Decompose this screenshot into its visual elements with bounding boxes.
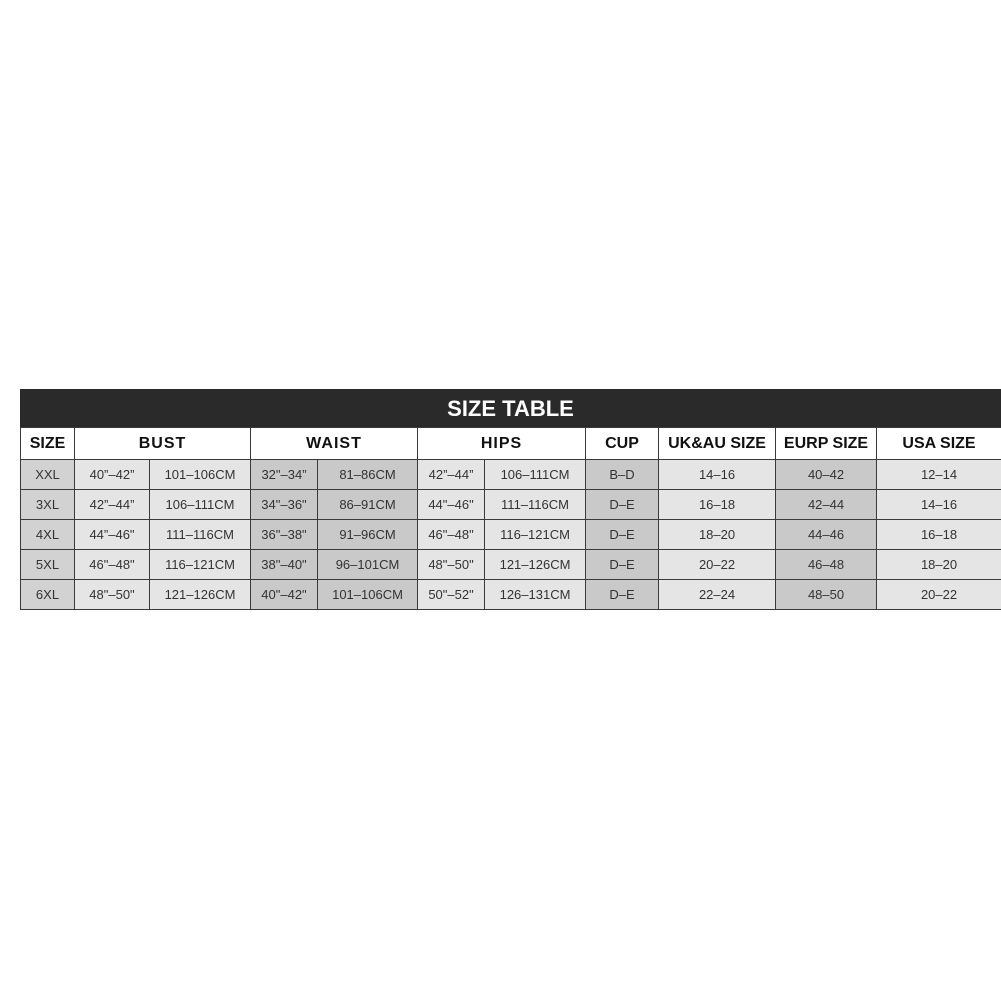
header-row (21, 428, 1001, 460)
header-usa-size: USA SIZE (877, 428, 1001, 460)
cell-waist-cm: 101–106CM (318, 580, 418, 610)
cell-eurp-size: 44–46 (776, 520, 877, 550)
size-chart-table (20, 427, 1001, 610)
cell-bust-cm: 106–111CM (150, 490, 251, 520)
header-size: SIZE (21, 428, 75, 460)
cell-size: 5XL (21, 550, 75, 580)
cell-waist-cm: 81–86CM (318, 460, 418, 490)
cell-size: 4XL (21, 520, 75, 550)
cell-hips-inches: 50"–52" (418, 580, 485, 610)
cell-bust-cm: 116–121CM (150, 550, 251, 580)
cell-hips-inches: 46"–48" (418, 520, 485, 550)
cell-ukau-size: 14–16 (659, 460, 776, 490)
table-row (21, 520, 1001, 550)
cell-waist-inches: 36"–38" (251, 520, 318, 550)
table-title: SIZE TABLE (447, 396, 574, 421)
cell-hips-inches: 44"–46" (418, 490, 485, 520)
header-hips: HIPS (418, 428, 586, 460)
cell-eurp-size: 40–42 (776, 460, 877, 490)
cell-cup: D–E (586, 550, 659, 580)
cell-waist-cm: 96–101CM (318, 550, 418, 580)
cell-size: 6XL (21, 580, 75, 610)
cell-usa-size: 12–14 (877, 460, 1001, 490)
cell-bust-cm: 111–116CM (150, 520, 251, 550)
table-row (21, 550, 1001, 580)
table-row (21, 460, 1001, 490)
cell-usa-size: 14–16 (877, 490, 1001, 520)
table-row (21, 490, 1001, 520)
size-table (20, 389, 1001, 610)
header-bust: BUST (75, 428, 251, 460)
cell-usa-size: 18–20 (877, 550, 1001, 580)
table-body (21, 460, 1001, 610)
cell-ukau-size: 18–20 (659, 520, 776, 550)
header-cup: CUP (586, 428, 659, 460)
cell-size: XXL (21, 460, 75, 490)
cell-eurp-size: 42–44 (776, 490, 877, 520)
cell-waist-cm: 91–96CM (318, 520, 418, 550)
cell-waist-inches: 32"–34” (251, 460, 318, 490)
cell-bust-inches: 42”–44” (75, 490, 150, 520)
header-eurp-size: EURP SIZE (776, 428, 877, 460)
cell-hips-cm: 116–121CM (485, 520, 586, 550)
cell-waist-inches: 40"–42" (251, 580, 318, 610)
cell-ukau-size: 22–24 (659, 580, 776, 610)
cell-hips-cm: 121–126CM (485, 550, 586, 580)
header-waist: WAIST (251, 428, 418, 460)
cell-hips-cm: 106–111CM (485, 460, 586, 490)
cell-cup: D–E (586, 520, 659, 550)
table-row (21, 580, 1001, 610)
cell-waist-inches: 38"–40" (251, 550, 318, 580)
cell-bust-inches: 40”–42” (75, 460, 150, 490)
cell-bust-cm: 121–126CM (150, 580, 251, 610)
cell-cup: D–E (586, 490, 659, 520)
cell-hips-inches: 42”–44” (418, 460, 485, 490)
cell-ukau-size: 16–18 (659, 490, 776, 520)
cell-hips-cm: 126–131CM (485, 580, 586, 610)
cell-ukau-size: 20–22 (659, 550, 776, 580)
header-ukau-size: UK&AU SIZE (659, 428, 776, 460)
cell-bust-cm: 101–106CM (150, 460, 251, 490)
cell-bust-inches: 46"–48" (75, 550, 150, 580)
cell-eurp-size: 46–48 (776, 550, 877, 580)
cell-bust-inches: 48"–50" (75, 580, 150, 610)
cell-waist-inches: 34"–36" (251, 490, 318, 520)
cell-cup: D–E (586, 580, 659, 610)
cell-bust-inches: 44”–46" (75, 520, 150, 550)
cell-hips-inches: 48"–50" (418, 550, 485, 580)
cell-hips-cm: 111–116CM (485, 490, 586, 520)
cell-size: 3XL (21, 490, 75, 520)
table-title-bar (20, 389, 1001, 427)
cell-usa-size: 20–22 (877, 580, 1001, 610)
cell-eurp-size: 48–50 (776, 580, 877, 610)
cell-usa-size: 16–18 (877, 520, 1001, 550)
cell-waist-cm: 86–91CM (318, 490, 418, 520)
cell-cup: B–D (586, 460, 659, 490)
